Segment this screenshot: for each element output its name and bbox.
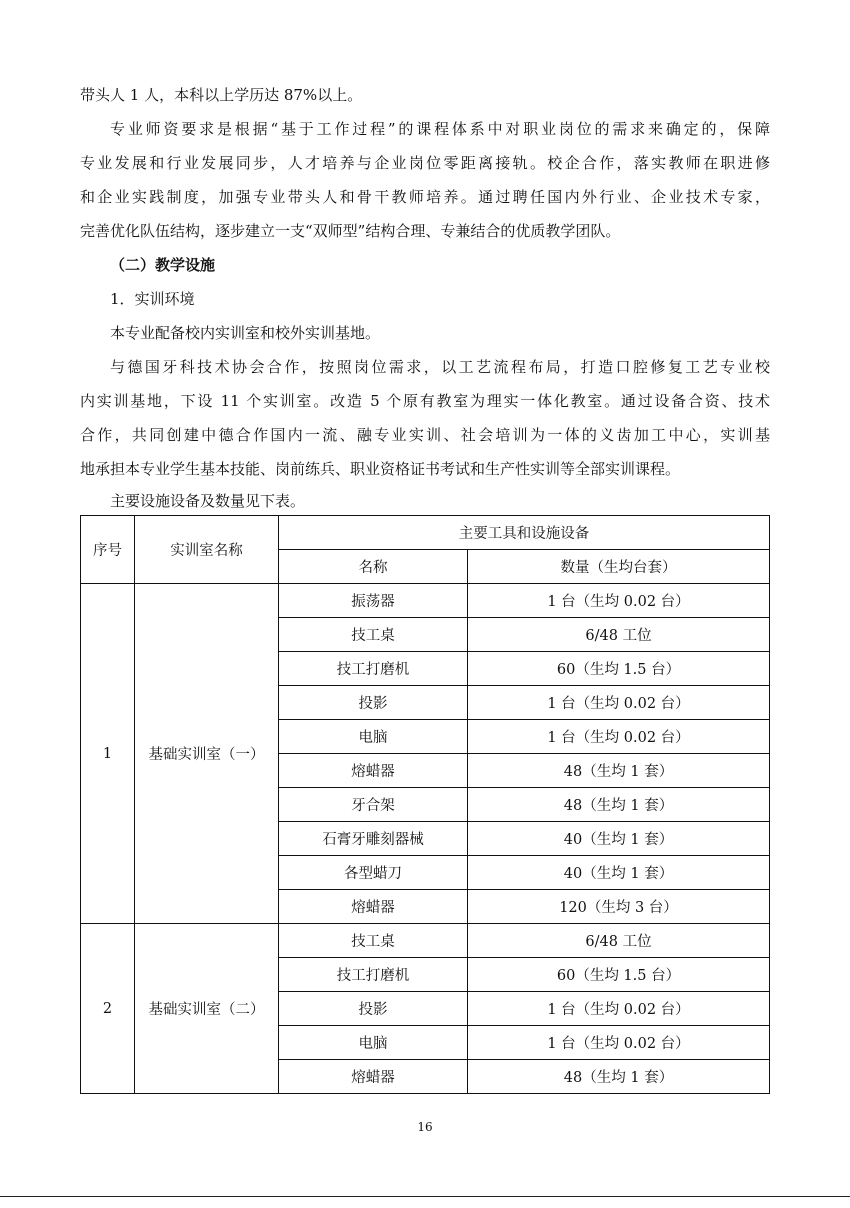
cell-quantity: 6/48 工位 <box>468 618 770 652</box>
cell-item-name: 技工打磨机 <box>279 652 468 686</box>
subsection-heading: 1．实训环境 <box>110 290 195 308</box>
text-line: 与德国牙科技术协会合作，按照岗位需求，以工艺流程布局，打造口腔修复工艺专业校 <box>110 358 770 376</box>
cell-item-name: 熔蜡器 <box>279 890 468 924</box>
cell-index: 1 <box>81 584 135 924</box>
cell-quantity: 1 台（生均 0.02 台） <box>468 584 770 618</box>
cell-quantity: 40（生均 1 套） <box>468 856 770 890</box>
header-item-name: 名称 <box>279 550 468 584</box>
cell-item-name: 振荡器 <box>279 584 468 618</box>
paragraph-teacher-stats <box>80 78 770 112</box>
cell-quantity: 1 台（生均 0.02 台） <box>468 992 770 1026</box>
table-row <box>81 584 770 618</box>
text-line: 专业发展和行业发展同步，人才培养与企业岗位零距离接轨。校企合作，落实教师在职进修 <box>80 154 770 172</box>
header-room-name: 实训室名称 <box>135 516 279 584</box>
text-line: 专业师资要求是根据“基于工作过程”的课程体系中对职业岗位的需求来确定的，保障 <box>110 120 770 138</box>
cell-item-name: 技工桌 <box>279 618 468 652</box>
cell-quantity: 60（生均 1.5 台） <box>468 652 770 686</box>
header-quantity: 数量（生均台套） <box>468 550 770 584</box>
text-line: 合作，共同创建中德合作国内一流、融专业实训、社会培训为一体的义齿加工中心，实训基 <box>80 426 770 444</box>
facilities-table-body <box>81 584 770 1094</box>
cell-quantity: 48（生均 1 套） <box>468 1060 770 1094</box>
cell-item-name: 技工桌 <box>279 924 468 958</box>
text-line: 和企业实践制度，加强专业带头人和骨干教师培养。通过聘任国内外行业、企业技术专家， <box>80 188 770 206</box>
cell-quantity: 40（生均 1 套） <box>468 822 770 856</box>
page-bottom-rule <box>0 1196 850 1197</box>
header-equipment-group: 主要工具和设施设备 <box>279 516 770 550</box>
cell-room-name: 基础实训室（二） <box>135 924 279 1094</box>
text-line: 内实训基地，下设 11 个实训室。改造 5 个原有教室为理实一体化教室。通过设备合资、技术 <box>80 392 770 410</box>
cell-item-name: 投影 <box>279 992 468 1026</box>
cell-item-name: 投影 <box>279 686 468 720</box>
cell-item-name: 牙合架 <box>279 788 468 822</box>
cell-quantity: 1 台（生均 0.02 台） <box>468 686 770 720</box>
text-line: 完善优化队伍结构，逐步建立一支“双师型”结构合理、专兼结合的优质教学团队。 <box>80 222 621 240</box>
text-line: 地承担本专业学生基本技能、岗前练兵、职业资格证书考试和生产性实训等全部实训课程。 <box>80 460 681 478</box>
paragraph-cooperation <box>80 350 770 486</box>
page-number: 16 <box>417 1120 433 1134</box>
cell-quantity: 48（生均 1 套） <box>468 754 770 788</box>
cell-item-name: 石膏牙雕刻器械 <box>279 822 468 856</box>
paragraph-table-intro: 主要设施设备及数量见下表。 <box>110 492 306 510</box>
cell-quantity: 120（生均 3 台） <box>468 890 770 924</box>
text-line: 带头人 1 人，本科以上学历达 87%以上。 <box>80 86 363 104</box>
facilities-table <box>80 515 770 1094</box>
cell-item-name: 电脑 <box>279 1026 468 1060</box>
cell-room-name: 基础实训室（一） <box>135 584 279 924</box>
header-index: 序号 <box>81 516 135 584</box>
cell-item-name: 技工打磨机 <box>279 958 468 992</box>
cell-item-name: 熔蜡器 <box>279 1060 468 1094</box>
section-heading: （二）教学设施 <box>110 256 216 274</box>
paragraph-faculty-requirements <box>80 112 770 248</box>
cell-item-name: 熔蜡器 <box>279 754 468 788</box>
cell-item-name: 电脑 <box>279 720 468 754</box>
cell-quantity: 1 台（生均 0.02 台） <box>468 720 770 754</box>
cell-quantity: 48（生均 1 套） <box>468 788 770 822</box>
cell-quantity: 60（生均 1.5 台） <box>468 958 770 992</box>
cell-quantity: 6/48 工位 <box>468 924 770 958</box>
table-row <box>81 924 770 958</box>
cell-index: 2 <box>81 924 135 1094</box>
cell-item-name: 各型蜡刀 <box>279 856 468 890</box>
paragraph-training-bases: 本专业配备校内实训室和校外实训基地。 <box>110 324 381 342</box>
cell-quantity: 1 台（生均 0.02 台） <box>468 1026 770 1060</box>
